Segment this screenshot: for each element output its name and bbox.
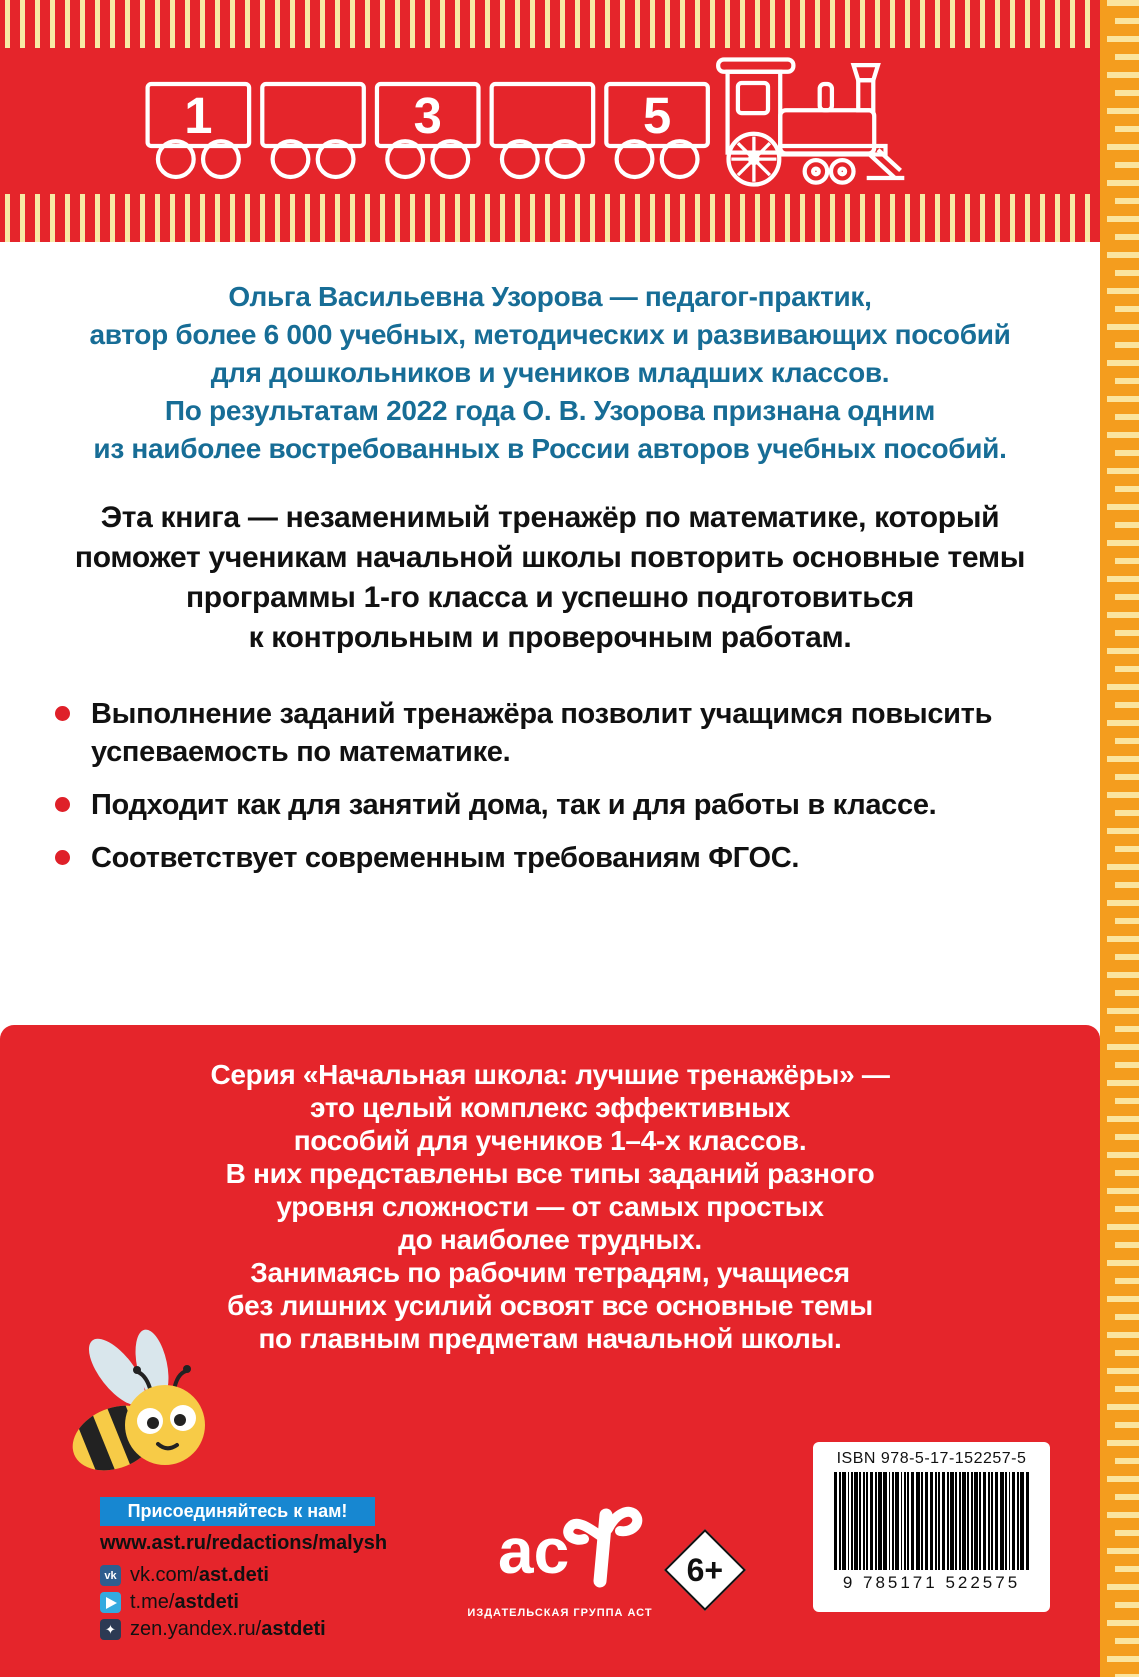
feature-item xyxy=(55,695,1005,771)
barcode-card xyxy=(813,1442,1050,1612)
feature-list xyxy=(55,695,1005,892)
bee-illustration xyxy=(55,1320,220,1485)
isbn-label: ISBN 978-5-17-152257-5 xyxy=(836,1450,1027,1467)
social-link-telegram[interactable] xyxy=(100,1589,326,1616)
social-handle: ast.deti xyxy=(198,1564,269,1586)
series-description-text xyxy=(40,1058,1060,1355)
series-line: без лишних усилий освоят все основные темы xyxy=(227,1290,873,1321)
publisher-logo-block xyxy=(430,1475,690,1619)
series-line: уровня сложности — от самых простых xyxy=(276,1191,824,1222)
author-intro-line: для дошкольников и учеников младших классов. xyxy=(210,357,890,388)
bullet-dot-icon xyxy=(55,850,70,865)
social-prefix: t.me/ xyxy=(130,1591,175,1613)
join-us-button[interactable]: Присоединяйтесь к нам! xyxy=(100,1497,375,1526)
ast-logo xyxy=(470,1475,650,1600)
book-description-line: программы 1-го класса и успешно подготовиться xyxy=(185,581,915,614)
book-description-line: к контрольным и проверочным работам. xyxy=(248,621,852,654)
series-panel xyxy=(0,1025,1100,1677)
publisher-caption: ИЗДАТЕЛЬСКАЯ ГРУППА АСТ xyxy=(467,1607,653,1619)
vk-icon: vk xyxy=(100,1565,121,1586)
social-link-zen[interactable] xyxy=(100,1616,326,1643)
telegram-icon xyxy=(100,1592,121,1613)
zen-icon: ✦ xyxy=(100,1619,121,1640)
book-description-text xyxy=(30,498,1070,658)
social-handle: astdeti xyxy=(261,1618,326,1640)
feature-item xyxy=(55,839,1005,877)
train-car-number: 5 xyxy=(642,86,672,144)
social-prefix: zen.yandex.ru/ xyxy=(130,1618,262,1640)
feature-text: Подходит как для занятий дома, так и для работы в классе. xyxy=(91,789,937,821)
social-prefix: vk.com/ xyxy=(130,1564,199,1586)
author-intro-line: Ольга Васильевна Узорова — педагог-практик, xyxy=(228,281,872,312)
social-link-vk[interactable] xyxy=(100,1562,326,1589)
book-description-line: Эта книга — незаменимый тренажёр по математике, который xyxy=(100,501,1000,534)
series-line: это целый комплекс эффективных xyxy=(309,1092,790,1123)
feature-item xyxy=(55,786,1005,824)
ticket-perforation-bottom xyxy=(5,194,1095,242)
series-line: В них представлены все типы заданий разного xyxy=(225,1158,875,1189)
bullet-dot-icon xyxy=(55,706,70,721)
ast-logo-letters: ас xyxy=(498,1515,570,1587)
ast-logo-figure xyxy=(568,1512,637,1581)
spine-edge-stripes xyxy=(1100,0,1139,1677)
bullet-dot-icon xyxy=(55,797,70,812)
train-car-number: 3 xyxy=(413,86,442,144)
ticket-perforation-top xyxy=(5,0,1095,48)
train-illustration xyxy=(138,52,928,193)
social-handle: astdeti xyxy=(174,1591,239,1613)
publisher-website-link[interactable]: www.ast.ru/redactions/malysh xyxy=(100,1532,388,1554)
series-line: до наиболее трудных. xyxy=(398,1224,702,1255)
series-line: пособий для учеников 1–4-х классов. xyxy=(293,1125,807,1156)
series-line: Занимаясь по рабочим тетрадям, учащиеся xyxy=(250,1257,850,1288)
book-description-line: поможет ученикам начальной школы повторить основные темы xyxy=(74,541,1026,574)
author-intro-text xyxy=(30,278,1070,468)
feature-text: Выполнение заданий тренажёра позволит учащимся повысить успеваемость по математике. xyxy=(91,698,993,768)
author-intro-line: По результатам 2022 года О. В. Узорова признана одним xyxy=(164,395,936,426)
locomotive-icon xyxy=(718,60,904,185)
age-rating-text: 6+ xyxy=(686,1551,724,1588)
series-line: по главным предметам начальной школы. xyxy=(258,1323,842,1354)
social-links xyxy=(100,1562,326,1643)
barcode-digits: 9 785171 522575 xyxy=(842,1573,1021,1592)
author-intro-line: из наиболее востребованных в России авторов учебных пособий. xyxy=(93,433,1007,464)
feature-text: Соответствует современным требованиям ФГОС. xyxy=(91,842,800,874)
series-line: Серия «Начальная школа: лучшие тренажёры» — xyxy=(210,1059,890,1090)
author-intro-line: автор более 6 000 учебных, методических и развивающих пособий xyxy=(89,319,1011,350)
train-car-number: 1 xyxy=(184,86,213,144)
top-banner xyxy=(0,0,1100,242)
barcode-bars xyxy=(834,1472,1030,1570)
